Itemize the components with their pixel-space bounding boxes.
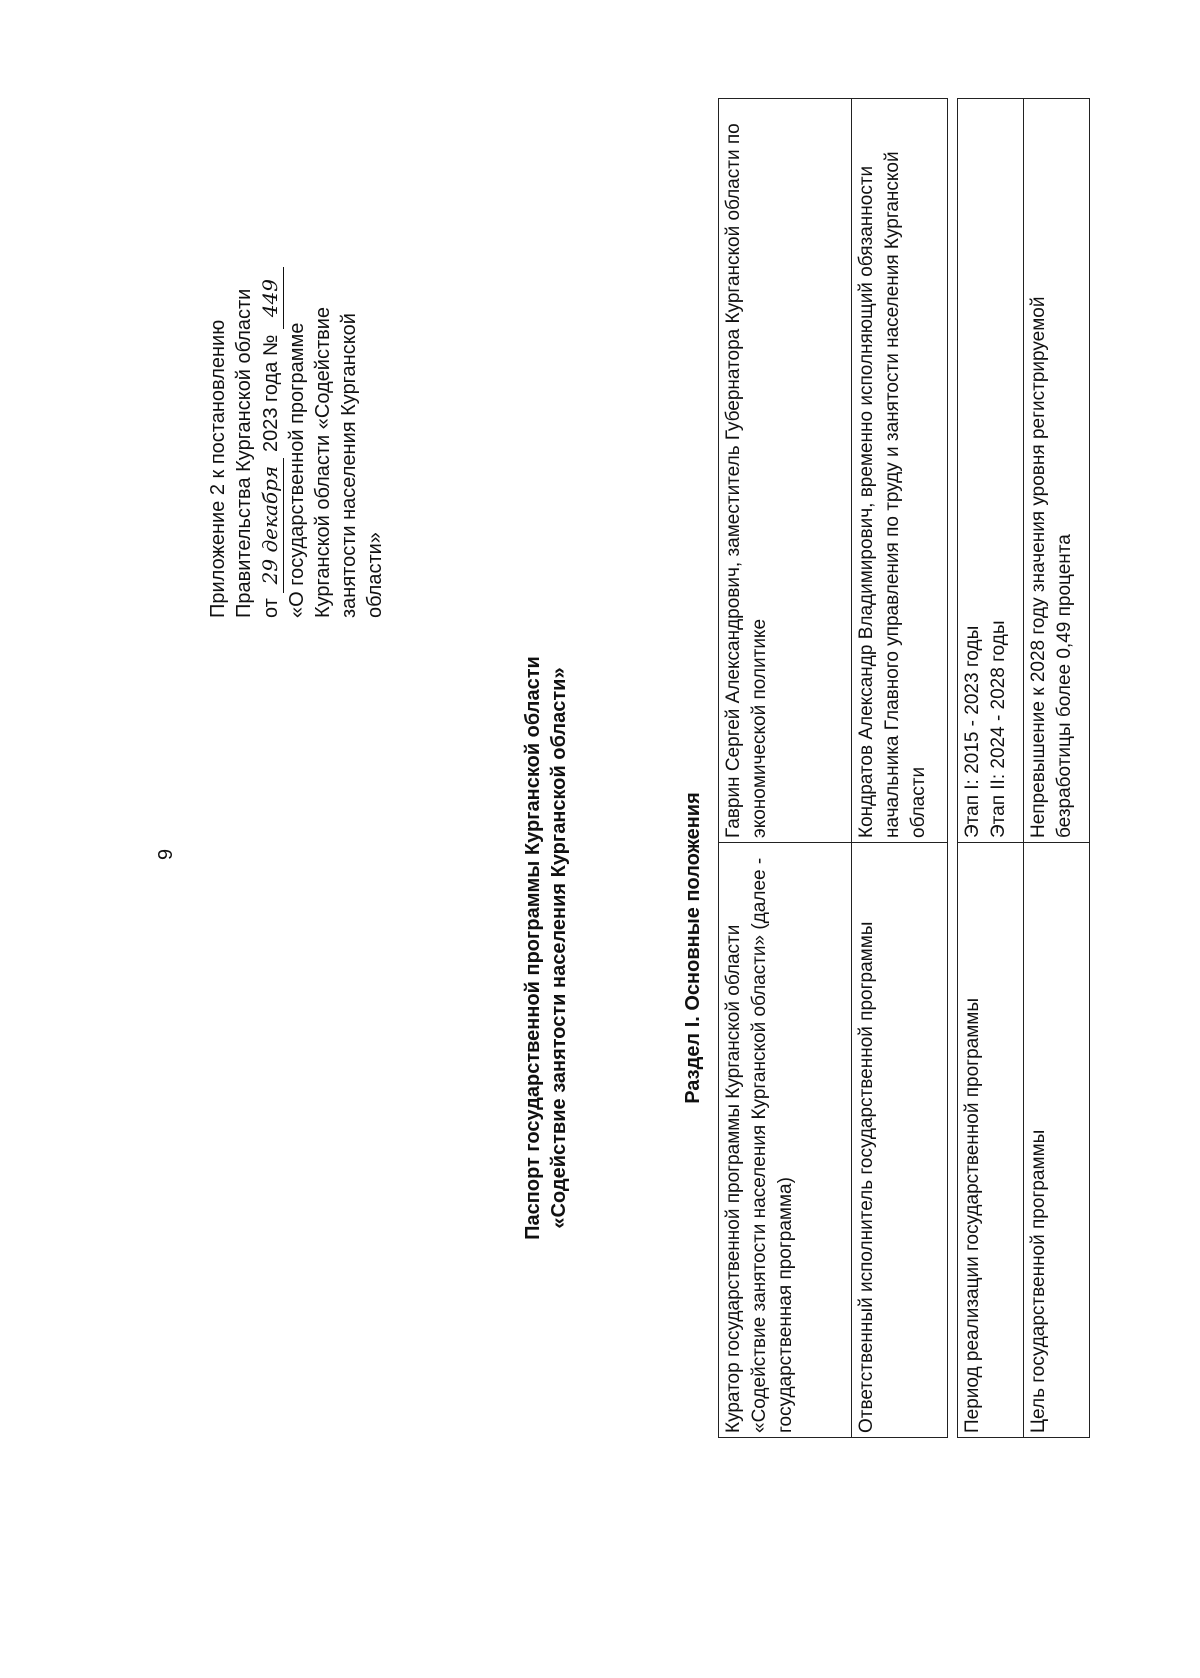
table-row [958, 99, 1024, 1438]
document-title [520, 418, 572, 1478]
row-value [1024, 99, 1090, 843]
page-number: 9 [155, 848, 177, 860]
section-title: Раздел I. Основные положения [682, 792, 704, 1104]
row-label: Куратор государственной программы Курганской области «Содействие занятости населения Курганской области» (далее - государственная программа) [719, 843, 852, 1438]
handwritten-decree-number: 449 [257, 267, 284, 329]
value-line: Этап II: 2024 - 2028 годы [988, 620, 1009, 838]
annex-date-line [257, 108, 284, 618]
value-line: Непревышение к 2028 году значения уровня регистрируемой [1028, 296, 1049, 838]
row-value: Кондратов Александр Владимирович, временно исполняющий обязанности начальника Главного управления по труду и занятости населения Курганской области [852, 99, 948, 843]
annex-line: Приложение 2 к постановлению [207, 319, 229, 618]
annex-block [205, 108, 388, 618]
date-year: 2023 года № [260, 334, 282, 453]
value-line: Этап I: 2015 - 2023 годы [962, 625, 983, 838]
passport-table-period-goal [957, 98, 1090, 1438]
row-value [958, 99, 1024, 843]
annex-line: «О государственной программе [286, 322, 308, 618]
annex-line: Правительства Курганской области [233, 288, 255, 618]
row-label: Период реализации государственной программы [958, 843, 1024, 1438]
value-line: безработицы более 0,49 процента [1054, 534, 1075, 838]
date-prefix: от [260, 598, 282, 618]
annex-line: области» [364, 532, 386, 618]
row-label: Ответственный исполнитель государственной программы [852, 843, 948, 1438]
title-line: «Содействие занятости населения Курганской области» [548, 667, 570, 1229]
handwritten-date: 29 декабря [257, 458, 284, 593]
table-row [719, 99, 852, 1438]
annex-line: занятости населения Курганской [338, 313, 360, 618]
table-row [1024, 99, 1090, 1438]
table-row [852, 99, 948, 1438]
title-line: Паспорт государственной программы Курганской области [522, 656, 544, 1240]
passport-table-main [718, 98, 948, 1438]
annex-line: Курганской области «Содействие [312, 306, 334, 618]
row-value: Гаврин Сергей Александрович, заместитель Губернатора Курганской области по экономической политике [719, 99, 852, 843]
row-label: Цель государственной программы [1024, 843, 1090, 1438]
